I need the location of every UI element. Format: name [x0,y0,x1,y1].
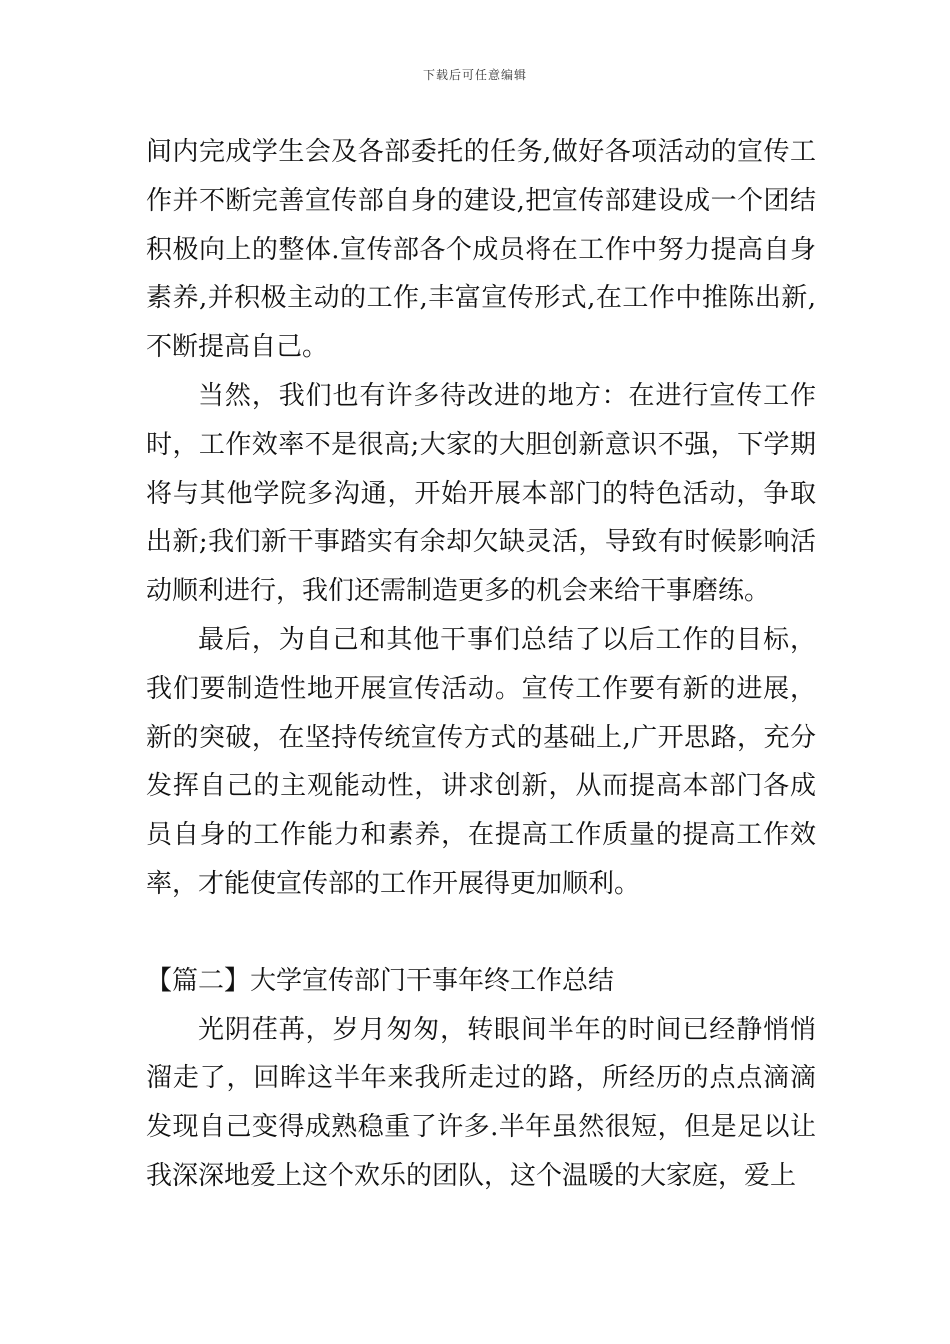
section-title: 【篇二】大学宣传部门干事年终工作总结 [146,965,615,996]
paragraph-section-two-intro: 光阴荏苒，岁月匆匆，转眼间半年的时间已经静悄悄溜走了，回眸这半年来我所走过的路，所经历的点点滴滴发现自己变得成熟稳重了许多.半年虽然很短，但是足以让我深深地爱上这个欢乐的团队，这个温暖的大家庭，爱上 [146,1014,816,1191]
page-header: 下载后可任意编辑 [422,68,527,82]
paragraph-improvements: 当然，我们也有许多待改进的地方：在进行宣传工作时，工作效率不是很高;大家的大胆创新意识不强，下学期将与其他学院多沟通，开始开展本部门的特色活动，争取出新;我们新干事踏实有余却欠缺灵活，导致有时候影响活动顺利进行，我们还需制造更多的机会来给干事磨练。 [146,380,816,607]
document-body [146,128,816,1201]
paragraph-continuation: 间内完成学生会及各部委托的任务,做好各项活动的宣传工作并不断完善宣传部自身的建设,把宣传部建设成一个团结积极向上的整体.宣传部各个成员将在工作中努力提高自身素养,并积极主动的工作,丰富宣传形式,在工作中推陈出新,不断提高自己。 [146,137,816,363]
paragraph-goals: 最后，为自己和其他干事们总结了以后工作的目标，我们要制造性地开展宣传活动。宣传工作要有新的进展，新的突破，在坚持传统宣传方式的基础上,广开思路，充分发挥自己的主观能动性，讲求创新，从而提高本部门各成员自身的工作能力和素养，在提高工作质量的提高工作效率，才能使宣传部的工作开展得更加顺利。 [146,624,816,899]
